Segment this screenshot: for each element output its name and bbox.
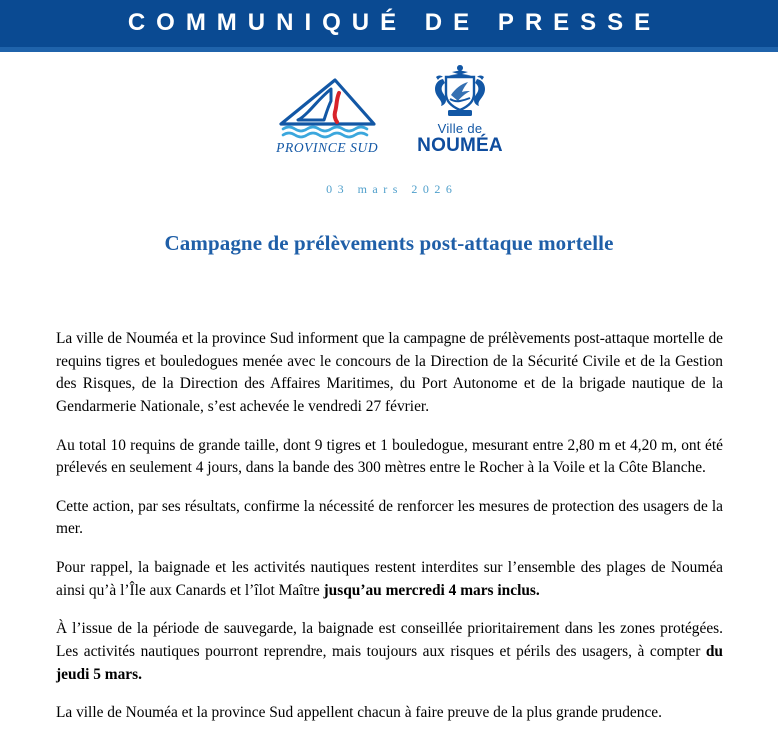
press-release-banner — [0, 0, 778, 47]
body-text: Au total 10 requins de grande taille, dont 9 tigres et 1 bouledogue, mesurant entre 2,80 m et 4,20 m, ont été prélevés en seulement 4 jours, dans la bande des 300 mètres entre le Rocher à la Voile et la Côte Blanche. — [56, 436, 723, 477]
province-sud-logo — [275, 77, 379, 156]
body-text: À l’issue de la période de sauvegarde, la baignade est conseillée prioritairement dans les zones protégées. Les activités nautiques pourront reprendre, mais toujours aux risques et périls des usagers, à compter — [56, 620, 723, 661]
body-paragraph — [56, 557, 723, 602]
body-paragraph — [56, 618, 723, 686]
press-release-body — [56, 256, 723, 725]
publication-date: 03 mars 2026 — [326, 182, 458, 196]
body-paragraph — [56, 328, 723, 419]
body-paragraph — [56, 496, 723, 541]
body-text: La ville de Nouméa et la province Sud appellent chacun à faire preuve de la plus grande prudence. — [56, 704, 662, 722]
body-paragraph — [56, 702, 723, 725]
banner-underline-spacer — [0, 52, 778, 54]
body-text: La ville de Nouméa et la province Sud informent que la campagne de prélèvements post-attaque mortelle de requins tigres et bouledogues menée avec le concours de la Direction de la Sécurité Civile et de la Gestion des Risques, de la Direction des Affaires Maritimes, du Port Autonome et de la brigade nautique de la Gendarmerie Nationale, s’est achevée le vendredi 27 février. — [56, 330, 723, 415]
banner-title: COMMUNIQUÉ DE PRESSE — [127, 8, 662, 36]
body-text: Cette action, par ses résultats, confirme la nécessité de renforcer les mesures de protection des usagers de la mer. — [56, 497, 723, 538]
sailboat-icon — [275, 77, 379, 139]
logo-row — [0, 64, 778, 156]
ville-de-label: Ville de — [437, 121, 483, 137]
coat-of-arms-icon — [423, 63, 497, 121]
emphasized-text: du jeudi 5 mars. — [56, 643, 723, 683]
body-text: Pour rappel, la baignade et les activités nautiques restent interdites sur l’ensemble des plages de Nouméa ainsi qu’à l’Île aux Canards et l’îlot Maître — [56, 559, 723, 599]
emphasized-text: jusqu’au mercredi 4 mars inclus. — [323, 581, 540, 599]
body-paragraph — [56, 435, 723, 480]
noumea-label: NOUMÉA — [417, 135, 503, 157]
ville-de-noumea-logo — [417, 63, 503, 156]
province-sud-wordmark: PROVINCE SUD — [276, 140, 379, 155]
page-title: Campagne de prélèvements post-attaque mortelle — [164, 231, 614, 255]
